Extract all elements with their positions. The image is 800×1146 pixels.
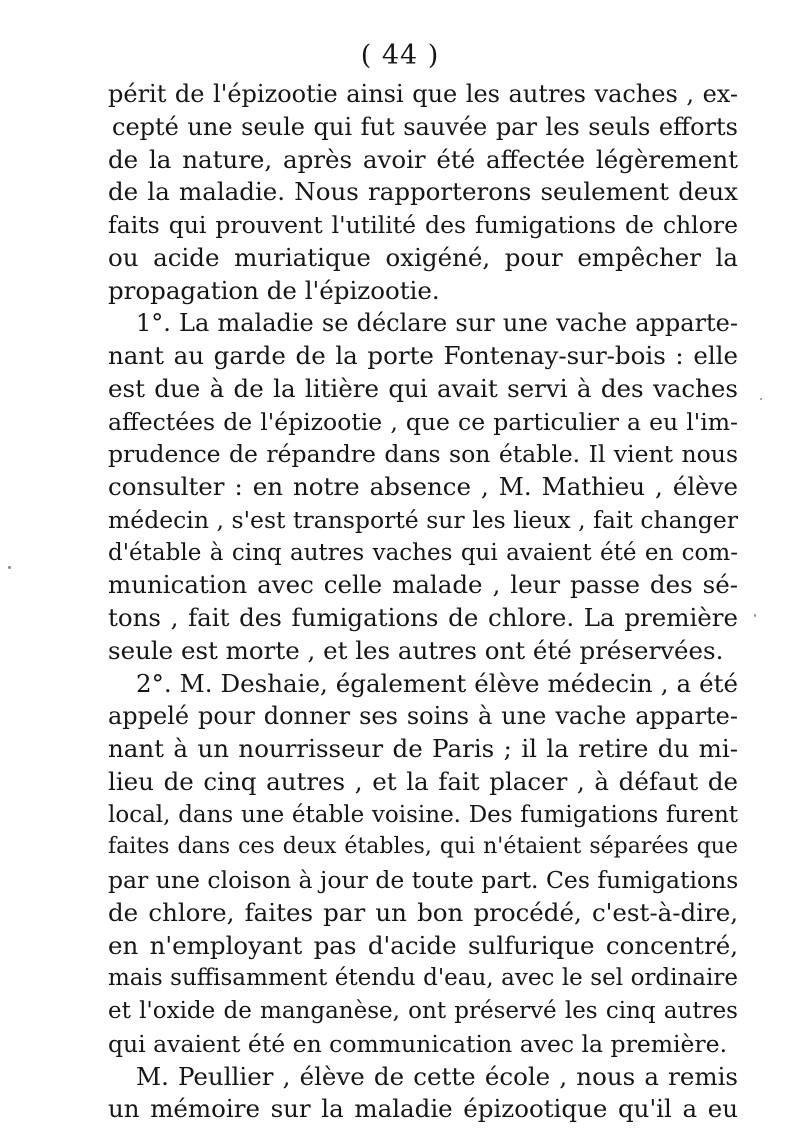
text-line: lieu de cinq autres , et la fait placer , à défaut de [108,766,738,796]
text-line: tons , fait des fumigations de chlore. La première [108,603,738,632]
text-line: faits qui prouvent l'utilité des fumigations de chlore [108,211,738,239]
text-line: affectées de l'épizootie , que ce particulier a eu l'im- [108,407,738,436]
text-line: de chlore, faites par un bon procédé, c'est-à-dire, [108,897,738,927]
text-line: 2°. M. Deshaie, également élève médecin , a été [136,668,738,698]
text-line: de la nature, après avoir été affectée légèrement [108,144,738,174]
text-line: ou acide muriatique oxigéné, pour empêcher la [108,242,738,272]
text-line: 1°. La maladie se déclare sur une vache apparte- [136,309,738,338]
text-line: mais suffisamment étendu d'eau, avec le sel ordinaire [108,965,738,992]
paper-speck [760,398,762,400]
text-line: consulter : en notre absence , M. Mathieu , élève [108,472,738,501]
text-line: appelé pour donner ses soins à une vache apparte- [108,702,738,731]
paper-speck [754,614,756,617]
text-line: en n'employant pas d'acide sulfurique concentré, [108,930,738,960]
text-line: qui avaient été en communication avec la première. [108,1029,728,1058]
text-line: par une cloison à jour de toute part. Ces fumigations [108,866,739,894]
text-line: nant à un nourrisseur de Paris ; il la retire du mi- [108,734,738,763]
text-line: d'étable à cinq autres vaches qui avaient été en com- [108,539,738,566]
text-line: seule est morte , et les autres ont été préservées. [108,635,724,665]
text-line: de la maladie. Nous rapporterons seulement deux [108,177,738,207]
page-number: ( 44 ) [360,40,440,71]
text-line: munication avec celle malade , leur passe des sé- [108,570,738,600]
body-text [108,78,738,1126]
text-line: est due à de la litière qui avait servi à des vaches [108,373,738,403]
text-line: un mémoire sur la maladie épizootique qu'il a eu [108,1094,738,1124]
text-line: nant au garde de la porte Fontenay-sur-bois : elle [108,341,738,370]
text-line: local, dans une étable voisine. Des fumigations furent [108,801,738,828]
text-line: M. Peullier , élève de cette école , nous a remis [136,1061,738,1091]
text-line: médecin , s'est transporté sur les lieux , fait changer [108,505,738,534]
paper-speck [8,566,11,569]
text-line: périt de l'épizootie ainsi que les autres vaches , ex- [108,80,738,108]
text-line: propagation de l'épizootie. [108,275,440,305]
text-line: faites dans ces deux étables, qui n'étaient séparées que [108,834,738,860]
text-line: et l'oxide de manganèse, ont préservé les cinq autres [108,998,738,1024]
text-line: cepté une seule qui fut sauvée par les seuls efforts [112,112,738,141]
text-line: prudence de répandre dans son étable. Il vient nous [108,440,738,469]
